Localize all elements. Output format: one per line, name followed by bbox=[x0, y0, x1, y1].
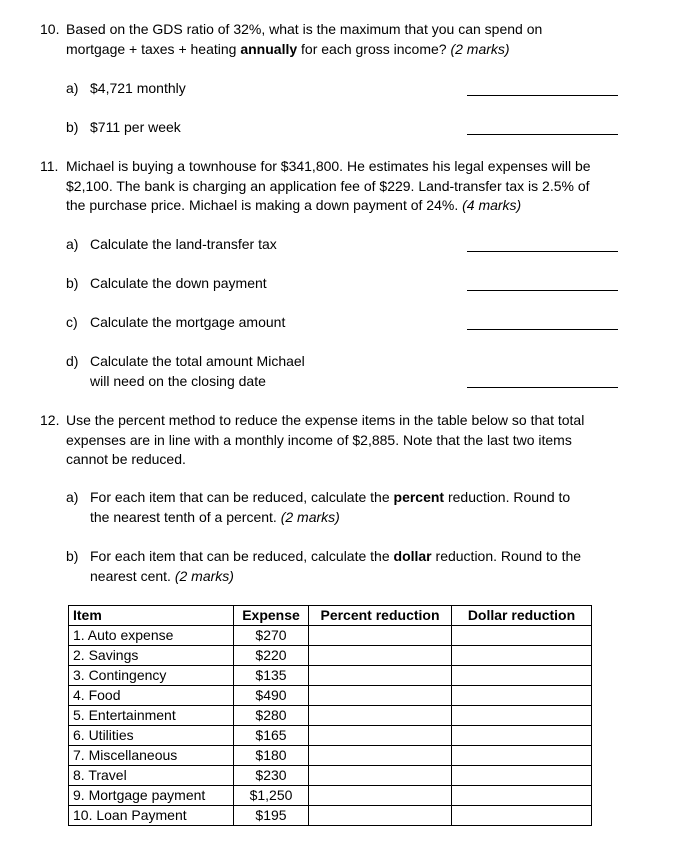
question-12-text bbox=[66, 411, 584, 470]
q10-part-b-text: $711 per week bbox=[90, 119, 181, 135]
q12-part-b-text bbox=[90, 547, 581, 586]
cell-expense: $490 bbox=[234, 686, 309, 706]
question-11-text bbox=[66, 157, 591, 216]
q11-part-c-label: c) bbox=[66, 314, 78, 330]
q11-part-d-text2: will need on the closing date bbox=[90, 372, 266, 389]
header-percent-reduction: Percent reduction bbox=[309, 606, 452, 626]
q11-part-c bbox=[66, 313, 286, 333]
question-12-line3: cannot be reduced. bbox=[66, 451, 186, 467]
q11-part-b-label: b) bbox=[66, 275, 79, 291]
q12-part-a-bold: percent bbox=[393, 489, 445, 505]
table-row bbox=[69, 686, 592, 706]
header-expense: Expense bbox=[234, 606, 309, 626]
cell-expense: $230 bbox=[234, 766, 309, 786]
cell-expense: $1,250 bbox=[234, 786, 309, 806]
header-item: Item bbox=[69, 606, 234, 626]
q10-part-a-text: $4,721 monthly bbox=[90, 80, 186, 96]
q12-part-a bbox=[66, 488, 571, 525]
cell-item: 2. Savings bbox=[69, 646, 234, 666]
cell-dollar-reduction[interactable] bbox=[452, 786, 592, 806]
cell-expense: $165 bbox=[234, 726, 309, 746]
q12-part-b-label: b) bbox=[66, 548, 79, 564]
q10-part-b-label: b) bbox=[66, 119, 79, 135]
q12-part-b-bold: dollar bbox=[393, 548, 432, 564]
question-10-number: 10. bbox=[40, 21, 60, 37]
q12-part-a-post: reduction. Round to bbox=[444, 489, 571, 505]
question-10-line2-pre: mortgage + taxes + heating bbox=[66, 40, 241, 57]
cell-item: 3. Contingency bbox=[69, 666, 234, 686]
q10-part-b-answer-line[interactable] bbox=[467, 134, 618, 135]
question-11-line2: $2,100. The bank is charging an application fee of $229. Land-transfer tax is 2.5% of bbox=[66, 177, 590, 194]
q12-part-b-marks: (2 marks) bbox=[174, 567, 234, 584]
cell-dollar-reduction[interactable] bbox=[452, 766, 592, 786]
q12-part-a-text bbox=[90, 488, 570, 527]
q11-part-a-answer-line[interactable] bbox=[467, 251, 618, 252]
cell-item: 1. Auto expense bbox=[69, 626, 234, 646]
question-10-bold: annually bbox=[240, 40, 298, 57]
cell-item: 6. Utilities bbox=[69, 726, 234, 746]
question-12-line1: Use the percent method to reduce the expense items in the table below so that total bbox=[66, 412, 585, 428]
question-10-marks: (2 marks) bbox=[450, 40, 510, 57]
q12-part-b-pre: For each item that can be reduced, calculate the bbox=[90, 548, 394, 564]
cell-item: 7. Miscellaneous bbox=[69, 746, 234, 766]
cell-expense: $195 bbox=[234, 806, 309, 826]
question-10-line2-post: for each gross income? bbox=[297, 40, 451, 57]
cell-expense: $135 bbox=[234, 666, 309, 686]
q11-part-d-text: Calculate the total amount Michael bbox=[90, 353, 305, 369]
cell-item: 9. Mortgage payment bbox=[69, 786, 234, 806]
q12-part-a-marks: (2 marks) bbox=[280, 508, 340, 525]
cell-percent-reduction[interactable] bbox=[309, 646, 452, 666]
cell-expense: $280 bbox=[234, 706, 309, 726]
q12-part-b-post: reduction. Round to the bbox=[431, 548, 582, 564]
cell-percent-reduction[interactable] bbox=[309, 746, 452, 766]
q11-part-b-text: Calculate the down payment bbox=[90, 275, 267, 291]
q10-part-b bbox=[66, 118, 181, 138]
q11-part-d bbox=[66, 352, 305, 389]
q12-part-a-line2: the nearest tenth of a percent. bbox=[90, 508, 281, 525]
table-header-row bbox=[69, 606, 592, 626]
question-11-number: 11. bbox=[40, 158, 59, 174]
cell-expense: $270 bbox=[234, 626, 309, 646]
table-row bbox=[69, 646, 592, 666]
q11-part-c-answer-line[interactable] bbox=[467, 329, 618, 330]
q10-part-a bbox=[66, 79, 186, 99]
question-11-line1: Michael is buying a townhouse for $341,800. He estimates his legal expenses will be bbox=[66, 158, 591, 174]
question-12-line2: expenses are in line with a monthly income of $2,885. Note that the last two items bbox=[66, 431, 572, 448]
table-row bbox=[69, 746, 592, 766]
cell-percent-reduction[interactable] bbox=[309, 786, 452, 806]
cell-percent-reduction[interactable] bbox=[309, 626, 452, 646]
question-10-text bbox=[66, 20, 542, 59]
q12-part-b bbox=[66, 547, 582, 584]
cell-dollar-reduction[interactable] bbox=[452, 646, 592, 666]
cell-percent-reduction[interactable] bbox=[309, 766, 452, 786]
cell-percent-reduction[interactable] bbox=[309, 686, 452, 706]
cell-expense: $180 bbox=[234, 746, 309, 766]
q12-part-a-pre: For each item that can be reduced, calculate the bbox=[90, 489, 394, 505]
table-row bbox=[69, 666, 592, 686]
q11-part-a-label: a) bbox=[66, 236, 79, 252]
cell-dollar-reduction[interactable] bbox=[452, 706, 592, 726]
expense-table bbox=[68, 605, 592, 826]
cell-percent-reduction[interactable] bbox=[309, 726, 452, 746]
table-row bbox=[69, 806, 592, 826]
cell-dollar-reduction[interactable] bbox=[452, 746, 592, 766]
cell-expense: $220 bbox=[234, 646, 309, 666]
question-12-number: 12. bbox=[40, 412, 60, 428]
q12-part-b-line2: nearest cent. bbox=[90, 567, 175, 584]
cell-percent-reduction[interactable] bbox=[309, 806, 452, 826]
cell-percent-reduction[interactable] bbox=[309, 666, 452, 686]
question-11-marks: (4 marks) bbox=[462, 197, 522, 213]
q11-part-b bbox=[66, 274, 267, 294]
question-11-line3: the purchase price. Michael is making a down payment of 24%. bbox=[66, 197, 463, 213]
q11-part-d-answer-line[interactable] bbox=[467, 387, 618, 388]
table-row bbox=[69, 726, 592, 746]
q11-part-d-label: d) bbox=[66, 353, 79, 369]
q11-part-a-text: Calculate the land-transfer tax bbox=[90, 236, 277, 252]
question-10-line1: Based on the GDS ratio of 32%, what is the maximum that you can spend on bbox=[66, 21, 543, 37]
table-row bbox=[69, 706, 592, 726]
cell-item: 5. Entertainment bbox=[69, 706, 234, 726]
q10-part-a-label: a) bbox=[66, 80, 79, 96]
cell-dollar-reduction[interactable] bbox=[452, 626, 592, 646]
cell-dollar-reduction[interactable] bbox=[452, 726, 592, 746]
cell-dollar-reduction[interactable] bbox=[452, 686, 592, 706]
q12-part-a-label: a) bbox=[66, 489, 79, 505]
cell-dollar-reduction[interactable] bbox=[452, 666, 592, 686]
cell-item: 8. Travel bbox=[69, 766, 234, 786]
cell-dollar-reduction[interactable] bbox=[452, 806, 592, 826]
table-row bbox=[69, 626, 592, 646]
cell-item: 10. Loan Payment bbox=[69, 806, 234, 826]
table-row bbox=[69, 786, 592, 806]
q11-part-b-answer-line[interactable] bbox=[467, 290, 618, 291]
q11-part-a bbox=[66, 235, 277, 255]
cell-percent-reduction[interactable] bbox=[309, 706, 452, 726]
header-dollar-reduction: Dollar reduction bbox=[452, 606, 592, 626]
table-row bbox=[69, 766, 592, 786]
q11-part-c-text: Calculate the mortgage amount bbox=[90, 314, 286, 330]
q10-part-a-answer-line[interactable] bbox=[467, 95, 618, 96]
cell-item: 4. Food bbox=[69, 686, 234, 706]
